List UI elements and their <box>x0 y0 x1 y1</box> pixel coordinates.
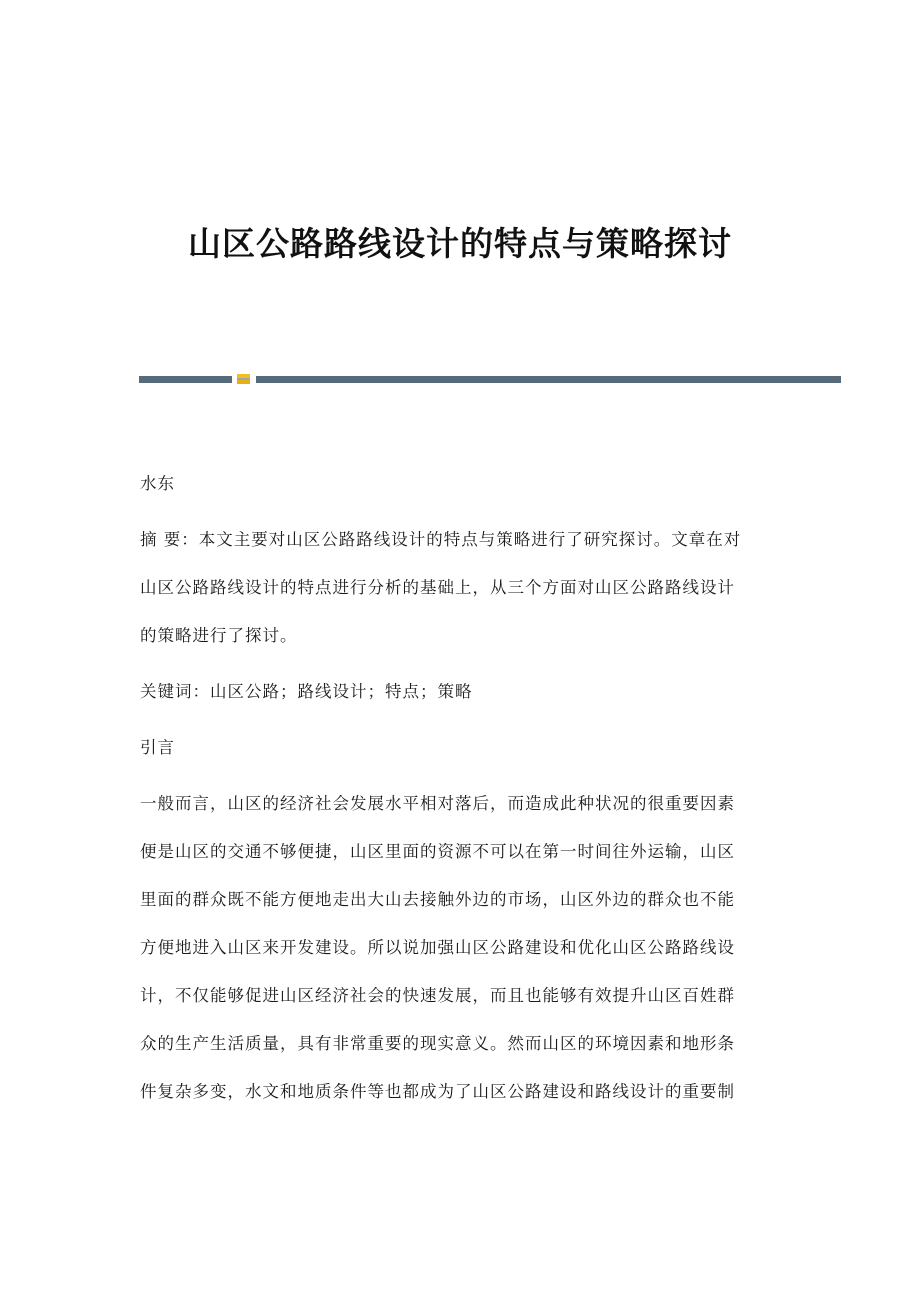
divider-emblem-icon <box>236 373 251 385</box>
body-line-5: 计，不仅能够促进山区经济社会的快速发展，而且也能够有效提升山区百姓群 <box>140 986 735 1005</box>
abstract-line-3: 的策略进行了探讨。 <box>140 626 298 645</box>
body-line-4: 方便地进入山区来开发建设。所以说加强山区公路建设和优化山区公路路线设 <box>140 938 735 957</box>
divider-bar-right <box>256 376 841 383</box>
abstract-line-2: 山区公路路线设计的特点进行分析的基础上，从三个方面对山区公路路线设计 <box>140 578 735 597</box>
body-line-6: 众的生产生活质量，具有非常重要的现实意义。然而山区的环境因素和地形条 <box>140 1034 735 1053</box>
body-line-1: 一般而言，山区的经济社会发展水平相对落后，而造成此种状况的很重要因素 <box>140 794 735 813</box>
body-line-2: 便是山区的交通不够便捷，山区里面的资源不可以在第一时间往外运输，山区 <box>140 842 735 861</box>
section-heading: 引言 <box>140 738 175 757</box>
keywords: 关键词：山区公路；路线设计；特点；策略 <box>140 682 473 701</box>
body-line-3: 里面的群众既不能方便地走出大山去接触外边的市场，山区外边的群众也不能 <box>140 890 735 909</box>
title-divider <box>139 371 841 387</box>
abstract-line-1: 摘 要：本文主要对山区公路路线设计的特点与策略进行了研究探讨。文章在对 <box>140 530 742 549</box>
body-line-7: 件复杂多变，水文和地质条件等也都成为了山区公路建设和路线设计的重要制 <box>140 1082 735 1101</box>
divider-bar-left <box>139 376 232 383</box>
author: 水东 <box>140 474 175 493</box>
page-title: 山区公路路线设计的特点与策略探讨 <box>188 224 732 263</box>
